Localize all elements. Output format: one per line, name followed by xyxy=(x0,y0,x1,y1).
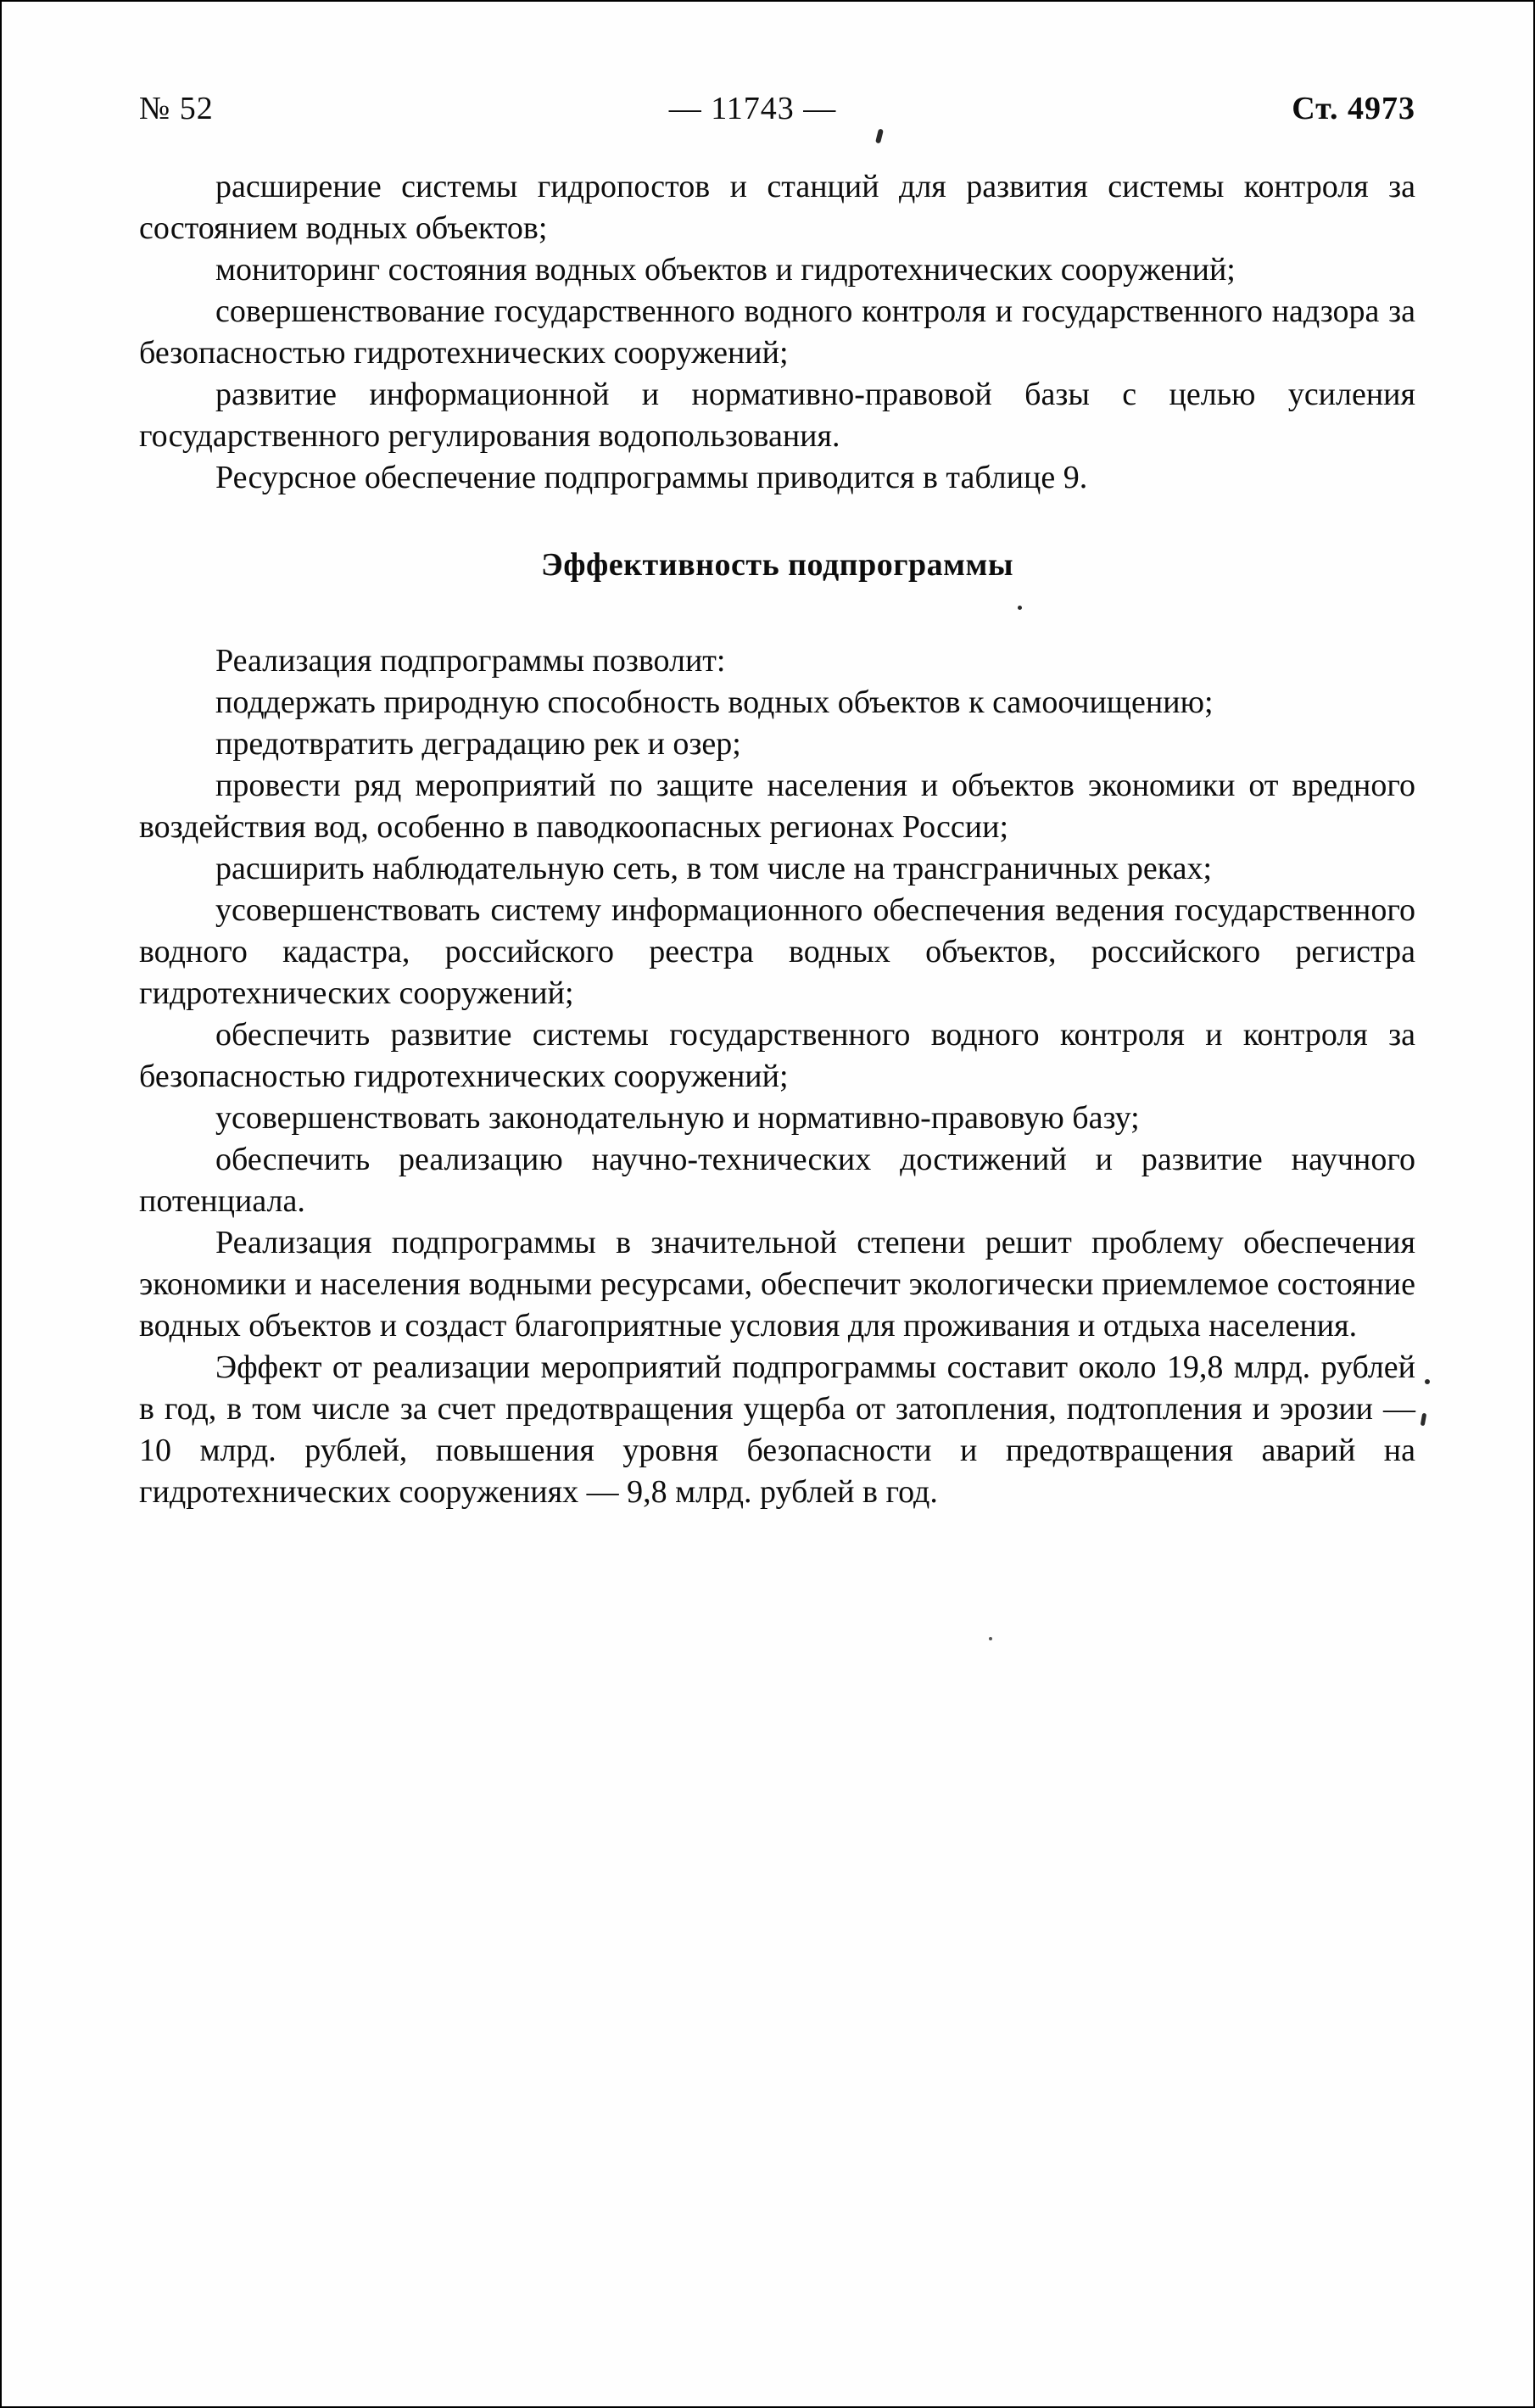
scan-artifact xyxy=(875,129,884,144)
scan-artifact xyxy=(1018,606,1022,610)
effect-paragraph: усовершенствовать систему информационного обеспечения ведения государственного водного кадастра, российского реестра водных объектов, российского регистра гидротехнических сооружений; xyxy=(139,892,1415,1011)
page-body xyxy=(2,166,1533,1513)
intro-paragraph: развитие информационной и нормативно-правовой базы с целью усиления государственного регулирования водопользования. xyxy=(139,377,1415,454)
effect-paragraph: обеспечить реализацию научно-технических достижений и развитие научного потенциала. xyxy=(139,1142,1415,1219)
scan-artifact xyxy=(989,1637,992,1640)
effect-paragraph: провести ряд мероприятий по защите населения и объектов экономики от вредного воздействия вод, особенно в паводкоопасных регионах России; xyxy=(139,768,1415,845)
intro-paragraph: Ресурсное обеспечение подпрограммы приводится в таблице 9. xyxy=(215,460,1088,495)
effect-paragraph: Реализация подпрограммы позволит: xyxy=(215,643,726,679)
effect-paragraph: Реализация подпрограммы в значительной степени решит проблему обеспечения экономики и населения водными ресурсами, обеспечит экологически приемлемое состояние водных объектов и создаст благоприятные условия для проживания и отдыха населения. xyxy=(139,1225,1415,1344)
section-heading: Эффективность подпрограммы xyxy=(540,547,1014,583)
intro-paragraph: мониторинг состояния водных объектов и гидротехнических сооружений; xyxy=(215,252,1236,288)
effect-paragraph: поддержать природную способность водных объектов к самоочищению; xyxy=(215,684,1214,720)
effect-paragraph: обеспечить развитие системы государственного водного контроля и контроля за безопасностью гидротехнических сооружений; xyxy=(139,1017,1415,1094)
page-header xyxy=(2,2,1533,127)
intro-paragraph: совершенствование государственного водного контроля и государственного надзора за безопасностью гидротехнических сооружений; xyxy=(139,293,1415,371)
effect-paragraph: расширить наблюдательную сеть, в том числе на трансграничных реках; xyxy=(215,851,1213,886)
effect-paragraph: усовершенствовать законодательную и нормативно-правовую базу; xyxy=(215,1100,1140,1136)
intro-paragraph: расширение системы гидропостов и станций для развития системы контроля за состоянием водных объектов; xyxy=(139,169,1415,246)
article-number: Ст. 4973 xyxy=(1292,91,1415,126)
page-number: — 11743 — xyxy=(668,91,837,126)
scan-artifact xyxy=(1425,1379,1430,1384)
effect-paragraph: предотвратить деградацию рек и озер; xyxy=(215,726,741,762)
effect-paragraph: Эффект от реализации мероприятий подпрограммы составит около 19,8 млрд. рублей в год, в том числе за счет предотвращения ущерба от затопления, подтопления и эрозии — 10 млрд. рублей, повышения уровня безопасности и предотвращения аварий на гидротехнических сооружениях — 9,8 млрд. рублей в год. xyxy=(139,1349,1415,1510)
issue-number: № 52 xyxy=(139,91,214,126)
